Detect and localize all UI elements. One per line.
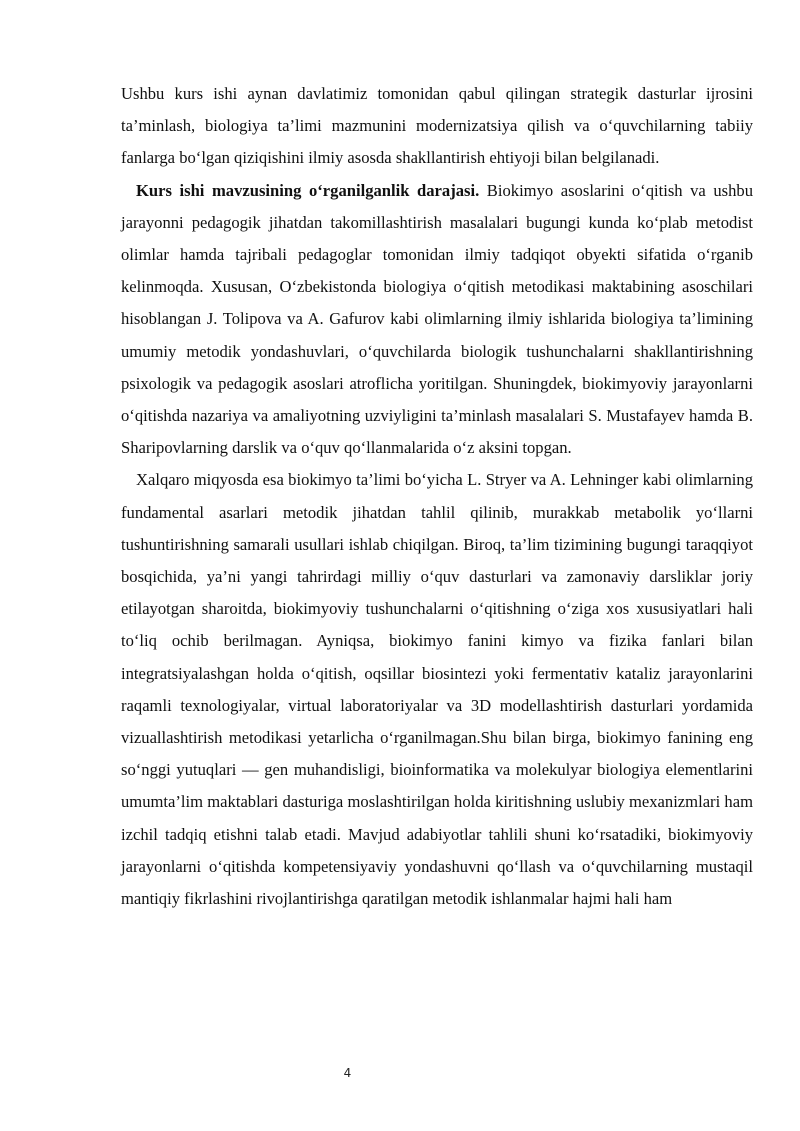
paragraph-text: Xalqaro miqyosda esa biokimyo ta’limi bo‘yicha L. Stryer va A. Lehninger kabi olimlarning fundamental asarlari metodik jihatdan tahlil qilinib, murakkab metabolik yo‘llarni tushuntirishning samarali usullari ishlab chiqilgan. Biroq, ta’lim tizimining bugungi taraqqiyot bosqichida, ya’ni yangi tahrirdagi milliy o‘quv dasturlari va zamonaviy darsliklar joriy etilayotgan sharoitda, biokimyoviy tushunchalarni o‘qitishning o‘ziga xos xususiyatlari hali to‘liq ochib berilmagan. Ayniqsa, biokimyo fanini kimyo va fizika fanlari bilan integratsiyalashgan holda o‘qitish, oqsillar biosintezi yoki fermentativ kataliz jarayonlarini raqamli texnologiyalar, virtual laboratoriyalar va 3D modellashtirish dasturlari yordamida vizuallashtirish metodikasi yetarlicha o‘rganilmagan.Shu bilan birga, biokimyo fanining eng so‘nggi yutuqlari — gen muhandisligi, bioinformatika va molekulyar biologiya elementlarini umumta’lim maktablari dasturiga moslashtirilgan holda kiritishning uslubiy mexanizmlari ham izchil tadqiq etishni talab etadi. Mavjud adabiyotlar tahlili shuni ko‘rsatadiki, biokimyoviy jarayonlarni o‘qitishda kompetensiyaviy yondashuvni qo‘llash va o‘quvchilarning mustaqil mantiqiy fikrlashini rivojlantirishga qaratilgan metodik ishlanmalar hajmi hali ham <box>121 470 753 909</box>
paragraph-international <box>121 464 753 915</box>
paragraph-text: Biokimyo asoslarini o‘qitish va ushbu jarayonni pedagogik jihatdan takomillashtirish masalalari bugungi kunda ko‘plab metodist olimlar hamda tajribali pedagoglar tomonidan ilmiy tadqiqot obyekti sifatida o‘rganib kelinmoqda. Xususan, O‘zbekistonda biologiya o‘qitish metodikasi maktabining asoschilari hisoblangan J. Tolipova va A. Gafurov kabi olimlarning ilmiy ishlarida biologiya ta’limining umumiy metodik yondashuvlari, o‘quvchilarda biologik tushunchalarni shakllantirishning psixologik va pedagogik asoslari atroflicha yoritilgan. Shuningdek, biokimyoviy jarayonlarni o‘qitishda nazariya va amaliyotning uzviyligini ta’minlash masalalari S. Mustafayev hamda B. Sharipovlarning darslik va o‘quv qo‘llanmalarida o‘z aksini topgan. <box>121 180 753 458</box>
paragraph-study-level <box>121 175 753 465</box>
paragraph-text: Ushbu kurs ishi aynan davlatimiz tomonidan qabul qilingan strategik dasturlar ijrosini ta’minlash, biologiya ta’limi mazmunini modernizatsiya qilish va o‘quvchilarning tabiiy fanlarga bo‘lgan qiziqishini ilmiy asosda shakllantirish ehtiyoji bilan belgilanadi. <box>121 84 753 168</box>
paragraph-intro <box>121 78 753 175</box>
paragraph-heading: Kurs ishi mavzusining o‘rganilganlik darajasi. <box>136 180 480 200</box>
page-number: 4 <box>343 1066 352 1080</box>
document-body <box>121 78 753 915</box>
